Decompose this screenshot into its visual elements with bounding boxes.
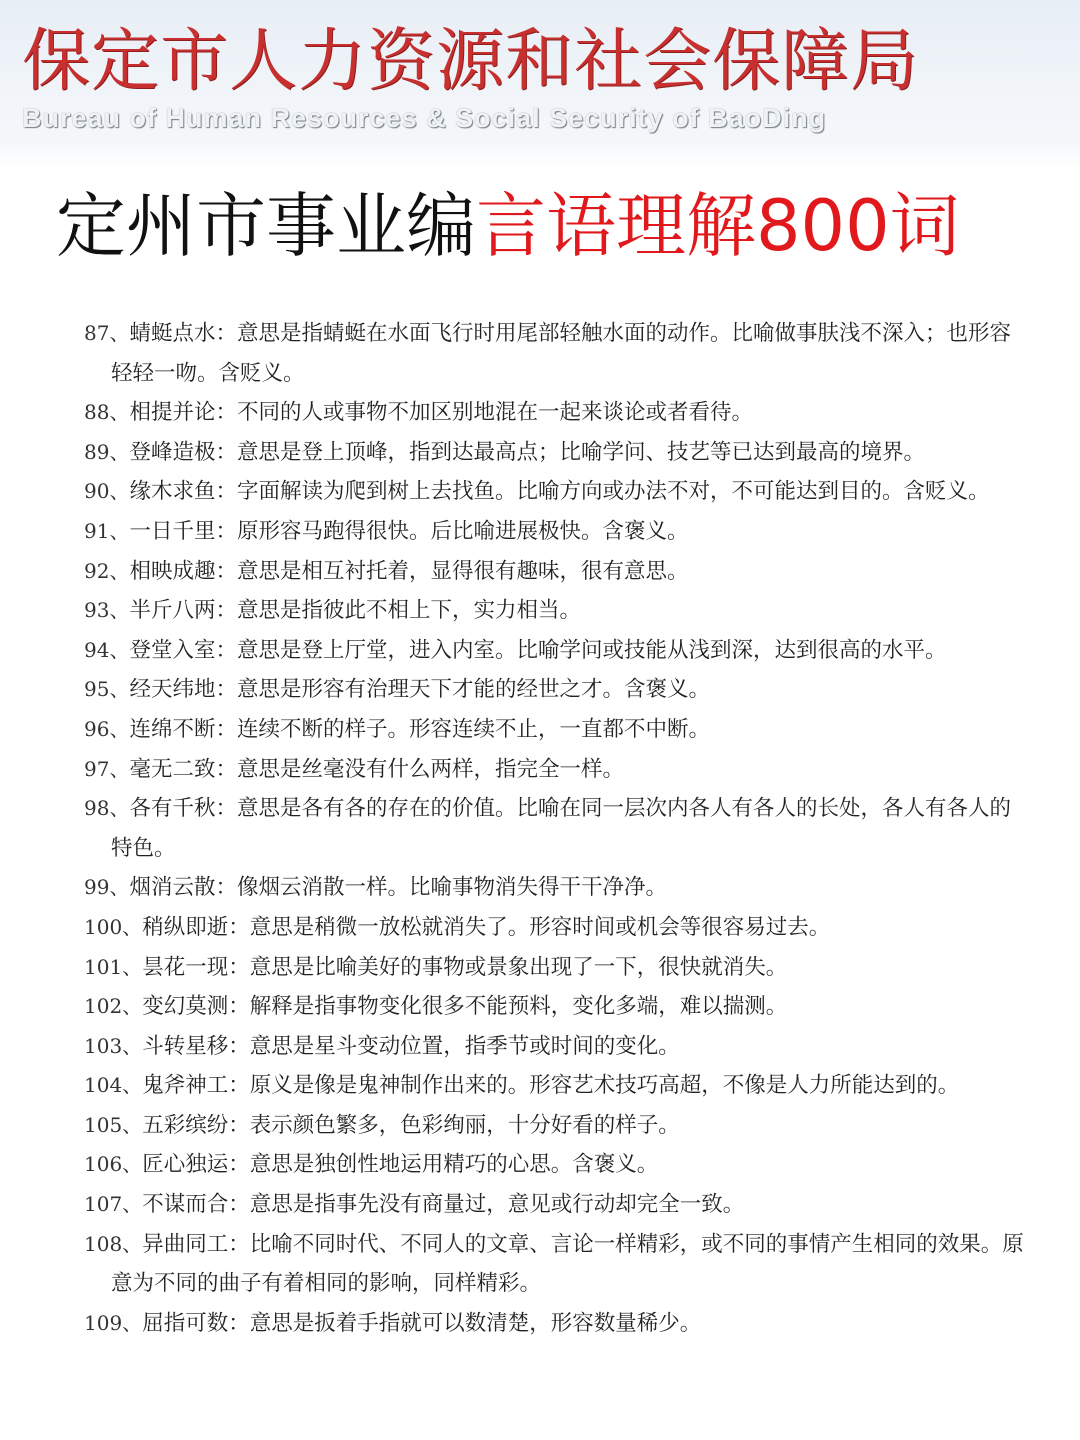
entry-number: 91、 (84, 518, 130, 543)
list-item (84, 1106, 1024, 1146)
entry-number: 97、 (84, 756, 130, 781)
entry-number: 87、 (84, 321, 130, 345)
entry-term: 各有千秋： (129, 796, 237, 822)
entry-term: 稍纵即逝： (142, 914, 250, 940)
entry-number: 107、 (84, 1192, 143, 1217)
entry-definition: 意思是登上顶峰，指到达最高点；比喻学问、技艺等已达到最高的境界。 (236, 439, 925, 465)
entry-term: 不谋而合： (142, 1192, 250, 1218)
entry-number: 103、 (84, 1033, 143, 1058)
list-item (84, 1027, 1024, 1067)
entry-definition: 表示颜色繁多，色彩绚丽，十分好看的样子。 (249, 1112, 680, 1138)
list-item (84, 1225, 1024, 1304)
entry-definition: 原义是像是鬼神制作出来的。形容艺术技巧高超，不像是人力所能达到的。 (249, 1073, 960, 1099)
entry-definition: 解释是指事物变化很多不能预料，变化多端，难以揣测。 (249, 994, 788, 1020)
list-item (84, 710, 1024, 750)
entry-definition: 字面解读为爬到树上去找鱼。比喻方向或办法不对，不可能达到目的。含贬义。 (236, 479, 990, 505)
entry-term: 相映成趣： (129, 558, 237, 584)
list-item (84, 670, 1024, 710)
entry-definition: 意思是指事先没有商量过，意见或行动却完全一致。 (249, 1192, 745, 1218)
entry-number: 93、 (84, 598, 130, 623)
list-item (84, 552, 1024, 592)
entry-definition: 意思是登上厅堂，进入内室。比喻学问或技能从浅到深，达到很高的水平。 (236, 637, 947, 663)
entry-number: 105、 (84, 1112, 143, 1137)
list-item (84, 1145, 1024, 1185)
entry-number: 104、 (84, 1073, 143, 1098)
entry-definition: 意思是形容有治理天下才能的经世之才。含褒义。 (236, 677, 710, 703)
entry-definition: 意思是丝毫没有什么两样，指完全一样。 (236, 756, 624, 782)
list-item (84, 433, 1024, 473)
bureau-banner (0, 0, 1080, 172)
entry-number: 89、 (84, 439, 130, 464)
entry-number: 90、 (84, 479, 130, 504)
entry-number: 95、 (84, 677, 130, 702)
entry-number: 108、 (84, 1231, 143, 1256)
list-item (84, 948, 1024, 988)
entry-number: 106、 (84, 1152, 143, 1177)
entry-definition: 意思是独创性地运用精巧的心思。含褒义。 (249, 1152, 659, 1178)
entry-definition: 原形容马跑得很快。后比喻进展极快。含褒义。 (236, 518, 689, 544)
entry-term: 鬼斧神工： (142, 1073, 250, 1099)
entry-number: 102、 (84, 994, 143, 1019)
entry-term: 匠心独运： (142, 1152, 250, 1178)
list-item (84, 512, 1024, 552)
document-title (56, 178, 1056, 274)
entry-term: 经天纬地： (129, 677, 237, 703)
list-item (84, 631, 1024, 671)
list-item (84, 1066, 1024, 1106)
entry-term: 异曲同工： (142, 1231, 250, 1257)
list-item (84, 789, 1024, 868)
entry-term: 五彩缤纷： (142, 1112, 250, 1138)
entry-definition: 意思是指彼此不相上下，实力相当。 (236, 598, 581, 624)
entry-definition: 意思是指蜻蜓在水面飞行时用尾部轻触水面的动作。比喻做事肤浅不深入；也形容轻轻一吻。含贬义。 (111, 321, 1011, 386)
entry-definition: 意思是各有各的存在的价值。比喻在同一层次内各人有各人的长处，各人有各人的特色。 (111, 796, 1011, 861)
entry-term: 缘木求鱼： (129, 479, 237, 505)
entry-number: 109、 (84, 1310, 143, 1335)
entry-term: 一日千里： (129, 518, 237, 544)
list-item (84, 750, 1024, 790)
entry-term: 半斤八两： (129, 598, 237, 624)
list-item (84, 1185, 1024, 1225)
entry-number: 99、 (84, 875, 130, 900)
list-item (84, 987, 1024, 1027)
entry-number: 98、 (84, 796, 130, 821)
entry-definition: 连续不断的样子。形容连续不止，一直都不中断。 (236, 716, 710, 742)
list-item (84, 908, 1024, 948)
title-red-part: 言语理解800词 (476, 185, 960, 267)
entry-term: 毫无二致： (129, 756, 237, 782)
entry-number: 92、 (84, 558, 130, 583)
entry-number: 100、 (84, 914, 143, 939)
entry-number: 94、 (84, 637, 130, 662)
list-item (84, 868, 1024, 908)
entry-term: 登峰造极： (129, 439, 237, 465)
title-black-part: 定州市事业编 (56, 185, 476, 267)
entry-term: 相提并论： (129, 400, 237, 426)
entry-definition: 意思是稍微一放松就消失了。形容时间或机会等很容易过去。 (249, 914, 831, 940)
entry-term: 屈指可数： (142, 1310, 250, 1336)
bureau-name-chinese: 保定市人力资源和社会保障局 (22, 22, 920, 101)
entry-definition: 像烟云消散一样。比喻事物消失得干干净净。 (236, 875, 667, 901)
entry-term: 蜻蜓点水： (129, 321, 237, 346)
entry-term: 登堂入室： (129, 637, 237, 663)
entry-definition: 意思是扳着手指就可以数清楚，形容数量稀少。 (249, 1310, 702, 1336)
entry-definition: 意思是星斗变动位置，指季节或时间的变化。 (249, 1033, 680, 1059)
entry-number: 88、 (84, 400, 130, 425)
list-item (84, 472, 1024, 512)
entry-definition: 意思是比喻美好的事物或景象出现了一下，很快就消失。 (249, 954, 788, 980)
entry-definition: 意思是相互衬托着，显得很有趣味，很有意思。 (236, 558, 689, 584)
list-item (84, 393, 1024, 433)
list-item (84, 591, 1024, 631)
entry-term: 变幻莫测： (142, 994, 250, 1020)
bureau-name-english: Bureau of Human Resources & Social Security of BaoDing (22, 103, 827, 133)
entry-number: 101、 (84, 954, 143, 979)
entry-term: 昙花一现： (142, 954, 250, 980)
entry-definition: 比喻不同时代、不同人的文章、言论一样精彩，或不同的事情产生相同的效果。原意为不同的曲子有着相同的影响，同样精彩。 (111, 1231, 1024, 1297)
entry-definition: 不同的人或事物不加区别地混在一起来谈论或者看待。 (236, 400, 753, 426)
list-item (84, 314, 1024, 393)
entry-number: 96、 (84, 716, 130, 741)
entry-term: 烟消云散： (129, 875, 237, 901)
entry-term: 斗转星移： (142, 1033, 250, 1059)
idiom-list (84, 314, 1024, 1343)
entry-term: 连绵不断： (129, 716, 237, 742)
list-item (84, 1304, 1024, 1344)
